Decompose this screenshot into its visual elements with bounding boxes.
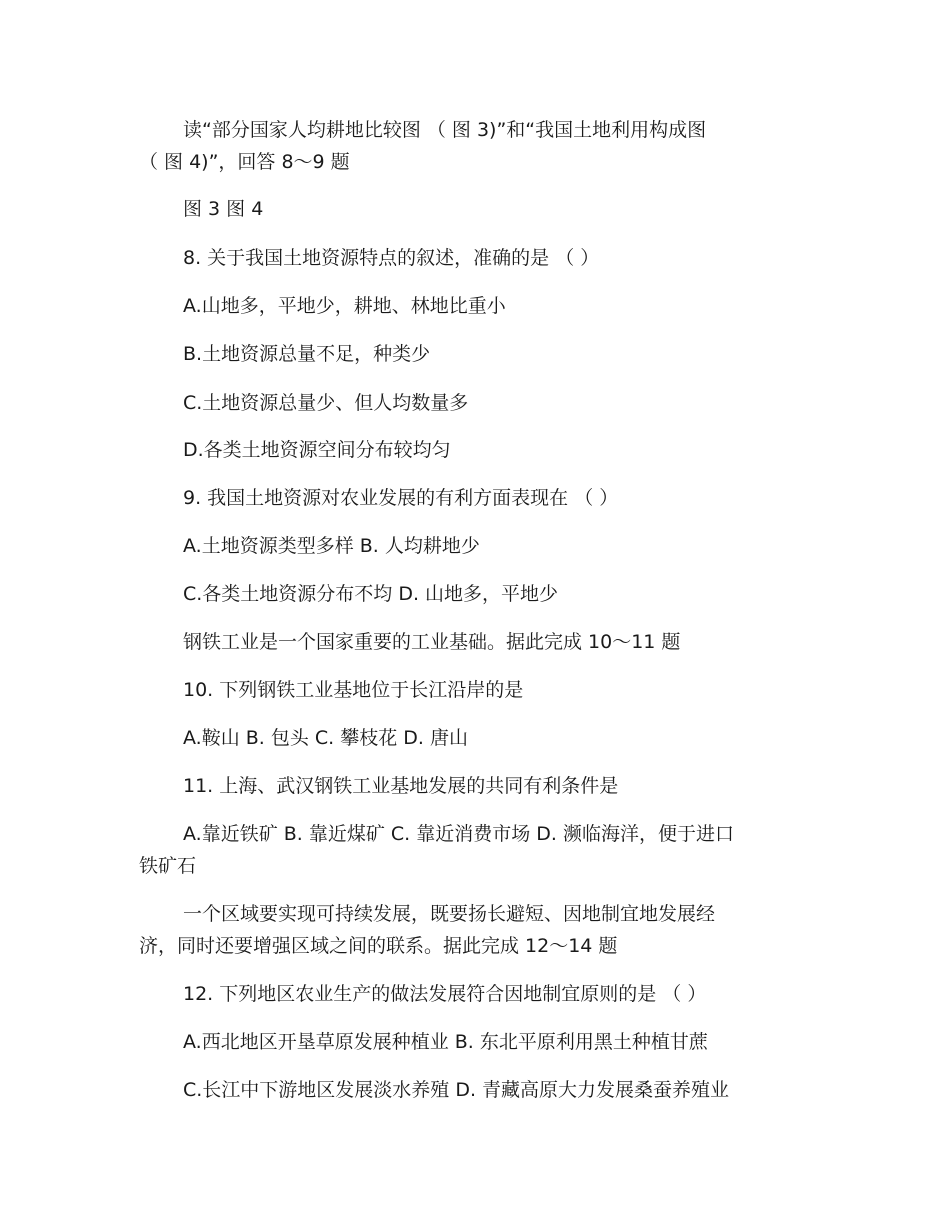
q12-options-ab: A.西北地区开垦草原发展种植业 B. 东北平原利用黑土种植甘蔗	[183, 1031, 708, 1053]
question-10: 10. 下列钢铁工业基地位于长江沿岸的是	[183, 679, 524, 701]
question-9: 9. 我国土地资源对农业发展的有利方面表现在 （ ）	[183, 487, 619, 509]
region-intro-line-1: 一个区域要实现可持续发展，既要扬长避短、因地制宜地发展经	[183, 903, 716, 925]
steel-intro: 钢铁工业是一个国家重要的工业基础。据此完成 10～11 题	[183, 631, 681, 653]
q8-option-c: C.土地资源总量少、但人均数量多	[183, 392, 469, 414]
q8-option-b: B.土地资源总量不足，种类少	[183, 343, 431, 365]
question-12: 12. 下列地区农业生产的做法发展符合因地制宜原则的是 （ ）	[183, 983, 707, 1005]
intro-paragraph-line-1: 读“部分国家人均耕地比较图 （ 图 3)”和“我国土地利用构成图	[183, 119, 707, 141]
region-intro-line-2: 济，同时还要增强区域之间的联系。据此完成 12～14 题	[139, 935, 618, 957]
intro-paragraph-line-2: （ 图 4)”，回答 8～9 题	[139, 151, 350, 173]
q11-options-line-2: 铁矿石	[139, 855, 197, 877]
q8-option-a: A.山地多，平地少，耕地、林地比重小	[183, 295, 506, 317]
q9-options-ab: A.土地资源类型多样 B. 人均耕地少	[183, 535, 480, 557]
q9-options-cd: C.各类土地资源分布不均 D. 山地多，平地少	[183, 583, 559, 605]
q10-options: A.鞍山 B. 包头 C. 攀枝花 D. 唐山	[183, 727, 468, 749]
q11-options-line-1: A.靠近铁矿 B. 靠近煤矿 C. 靠近消费市场 D. 濒临海洋，便于进口	[183, 823, 734, 845]
q8-option-d: D.各类土地资源空间分布较均匀	[183, 439, 451, 461]
q12-options-cd: C.长江中下游地区发展淡水养殖 D. 青藏高原大力发展桑蚕养殖业	[183, 1079, 730, 1101]
question-8: 8. 关于我国土地资源特点的叙述，准确的是 （ ）	[183, 247, 600, 269]
question-11: 11. 上海、武汉钢铁工业基地发展的共同有利条件是	[183, 775, 619, 797]
figure-caption: 图 3 图 4	[183, 198, 264, 220]
